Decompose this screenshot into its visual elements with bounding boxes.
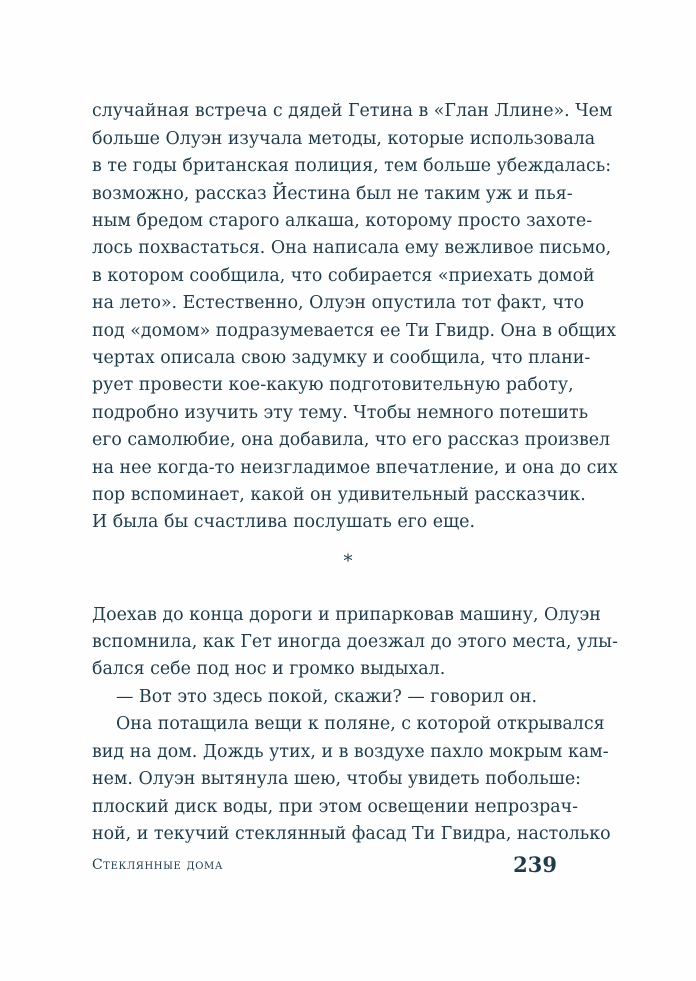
text-line: вид на дом. Дождь утих, и в воздухе пахло мокрым кам-: [92, 742, 609, 762]
text-line: нем. Олуэн вытянула шею, чтобы увидеть побольше:: [92, 769, 582, 789]
text-line: Доехав до конца дороги и припарковав машину, Олуэн: [92, 605, 601, 625]
text-line: вспомнила, как Гет иногда доезжал до этого места, улы-: [92, 632, 618, 652]
text-line: случайная встреча с дядей Гетина в «Глан Ллине». Чем: [92, 101, 613, 121]
text-line: на лето». Естественно, Олуэн опустила тот факт, что: [92, 293, 585, 313]
dialogue-line: — Вот это здесь покой, скажи? — говорил он.: [116, 687, 538, 707]
text-line: возможно, рассказ Йестина был не таким уж и пья-: [92, 184, 573, 204]
text-line: И была бы счастлива послушать его еще.: [92, 512, 475, 532]
text-line: ным бредом старого алкаша, которому просто захоте-: [92, 211, 593, 231]
text-line: ной, и текучий стеклянный фасад Ти Гвидра, настолько: [92, 824, 611, 844]
text-line: лось похвастаться. Она написала ему вежливое письмо,: [92, 238, 612, 258]
text-line: на нее когда-то неизгладимое впечатление, и она до сих: [92, 458, 618, 478]
text-line: в котором сообщила, что собирается «приехать домой: [92, 266, 595, 286]
text-line: бался себе под нос и громко выдыхал.: [92, 659, 446, 679]
running-footer-title: Стеклянные дома: [92, 857, 224, 873]
text-line: чертах описала свою задумку и сообщила, что плани-: [92, 348, 591, 368]
text-line: пор вспоминает, какой он удивительный рассказчик.: [92, 485, 586, 505]
text-line: плоский диск воды, при этом освещении непрозрач-: [92, 797, 578, 817]
text-line: Она потащила вещи к поляне, с которой открывался: [116, 714, 605, 734]
text-line: его самолюбие, она добавила, что его рассказ произвел: [92, 430, 611, 450]
section-separator: *: [343, 551, 353, 572]
text-line: больше Олуэн изучала методы, которые использовала: [92, 129, 596, 149]
page-number: 239: [513, 852, 557, 877]
text-line: в те годы британская полиция, тем больше убеждалась:: [92, 156, 612, 176]
text-line: рует провести кое-какую подготовительную работу,: [92, 375, 574, 395]
text-line: подробно изучить эту тему. Чтобы немного потешить: [92, 403, 589, 423]
text-line: под «домом» подразумевается ее Ти Гвидр. Она в общих: [92, 321, 617, 341]
